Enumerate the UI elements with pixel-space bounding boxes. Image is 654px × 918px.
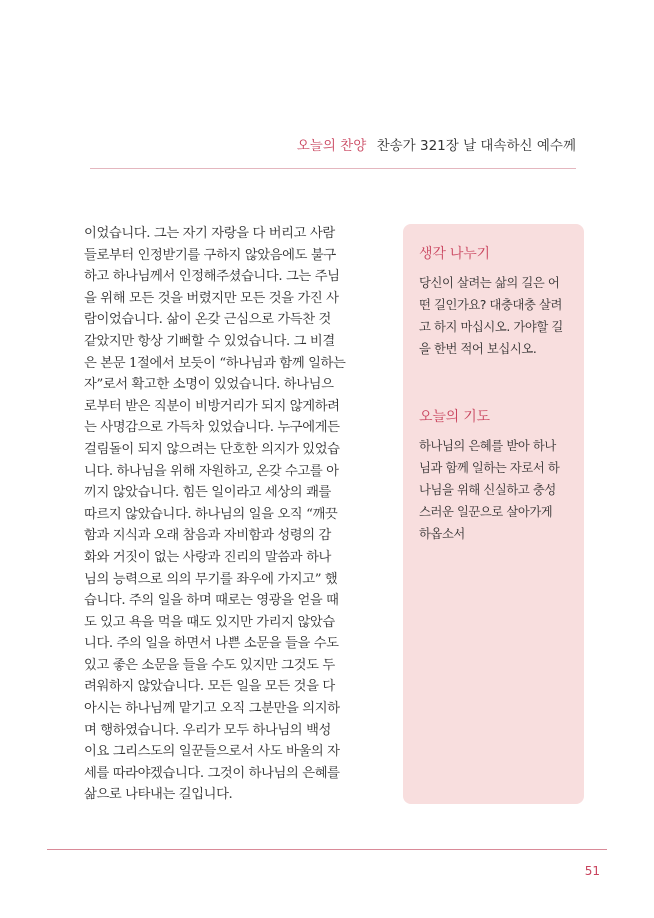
body-line: 이었습니다. 그는 자기 자랑을 다 버리고 사람 (84, 226, 335, 241)
body-line: 자”로서 확고한 소명이 있었습니다. 하나님으 (84, 377, 334, 393)
share-line: 을 한번 적어 보십시오. (419, 342, 537, 356)
body-line: 님의 능력으로 의의 무기를 좌우에 가지고” 했 (84, 571, 338, 587)
prayer-line: 나님을 위해 신실하고 충성 (419, 483, 556, 497)
header-hymn-title: 찬송가 321장 날 대속하신 예수께 (376, 138, 576, 154)
body-line: 있고 좋은 소문을 들을 수도 있지만 그것도 두 (84, 657, 335, 673)
body-line: 을 위해 모든 것을 버렸지만 모든 것을 가진 사 (84, 290, 339, 306)
body-line: 니다. 하나님을 위해 자원하고, 온갖 수고를 아 (84, 463, 339, 479)
header-label: 오늘의 찬양 (296, 138, 367, 154)
body-text (84, 223, 380, 806)
prayer-title: 오늘의 기도 (419, 409, 490, 425)
body-line: 는 사명감으로 가득차 있었습니다. 누구에게든 (84, 420, 340, 436)
header-divider (90, 168, 576, 169)
prayer-line: 하옵소서 (419, 527, 465, 541)
body-line: 화와 거짓이 없는 사랑과 진리의 말씀과 하나 (84, 549, 331, 565)
page-number: 51 (584, 864, 600, 878)
footer-divider (47, 849, 607, 850)
sidebar-box (403, 224, 584, 804)
body-line: 걸림돌이 되지 않으려는 단호한 의지가 있었습 (84, 441, 340, 457)
prayer-section (419, 406, 572, 545)
share-line: 고 하지 마십시오. 가야할 길 (419, 320, 563, 334)
body-line: 람이었습니다. 삶이 온갖 근심으로 가득찬 것 (84, 312, 331, 328)
prayer-text (419, 435, 572, 545)
body-line: 이요 그리스도의 일꾼들으로서 사도 바울의 자 (84, 744, 340, 760)
body-line: 며 행하였습니다. 우리가 모두 하나님의 백성 (84, 722, 331, 738)
prayer-line: 님과 함께 일하는 자로서 하 (419, 461, 560, 475)
body-line: 함과 지식과 오래 참음과 자비함과 성령의 감 (84, 528, 331, 544)
share-section (419, 243, 572, 360)
body-line: 따르지 않았습니다. 하나님의 일을 오직 “깨끗 (84, 506, 338, 522)
share-line: 떤 길인가요? 대충대충 살려 (419, 298, 562, 312)
prayer-line: 하나님의 은혜를 받아 하나 (419, 439, 556, 453)
share-text (419, 272, 572, 360)
body-line: 끼지 않았습니다. 힘든 일이라고 세상의 쾌를 (84, 485, 331, 501)
body-line: 같았지만 항상 기뻐할 수 있었습니다. 그 비결 (84, 333, 335, 349)
body-line: 들로부터 인정받기를 구하지 않았음에도 불구 (84, 247, 336, 263)
body-line: 아시는 하나님께 맡기고 오직 그분만을 의지하 (84, 701, 340, 717)
prayer-line: 스러운 일꾼으로 살아가게 (419, 505, 553, 519)
body-line: 니다. 주의 일을 하면서 나쁜 소문을 들을 수도 (84, 636, 339, 652)
body-line: 려워하지 않았습니다. 모든 일을 모든 것을 다 (84, 679, 335, 695)
body-line: 세를 따라야겠습니다. 그것이 하나님의 은혜를 (84, 765, 340, 781)
share-title: 생각 나누기 (419, 246, 490, 262)
body-line: 은 본문 1절에서 보듯이 “하나님과 함께 일하는 (84, 355, 346, 371)
body-line: 하고 하나님께서 인정해주셨습니다. 그는 주님 (84, 269, 340, 285)
body-line: 습니다. 주의 일을 하며 때로는 영광을 얻을 때 (84, 593, 339, 609)
body-line: 로부터 받은 직분이 비방거리가 되지 않게하려 (84, 398, 340, 414)
body-line: 삶으로 나타내는 길입니다. (84, 787, 233, 803)
page-header (0, 134, 576, 154)
share-line: 당신이 살려는 삶의 길은 어 (419, 276, 560, 290)
body-line: 도 있고 욕을 먹을 때도 있지만 가리지 않았습 (84, 614, 335, 630)
